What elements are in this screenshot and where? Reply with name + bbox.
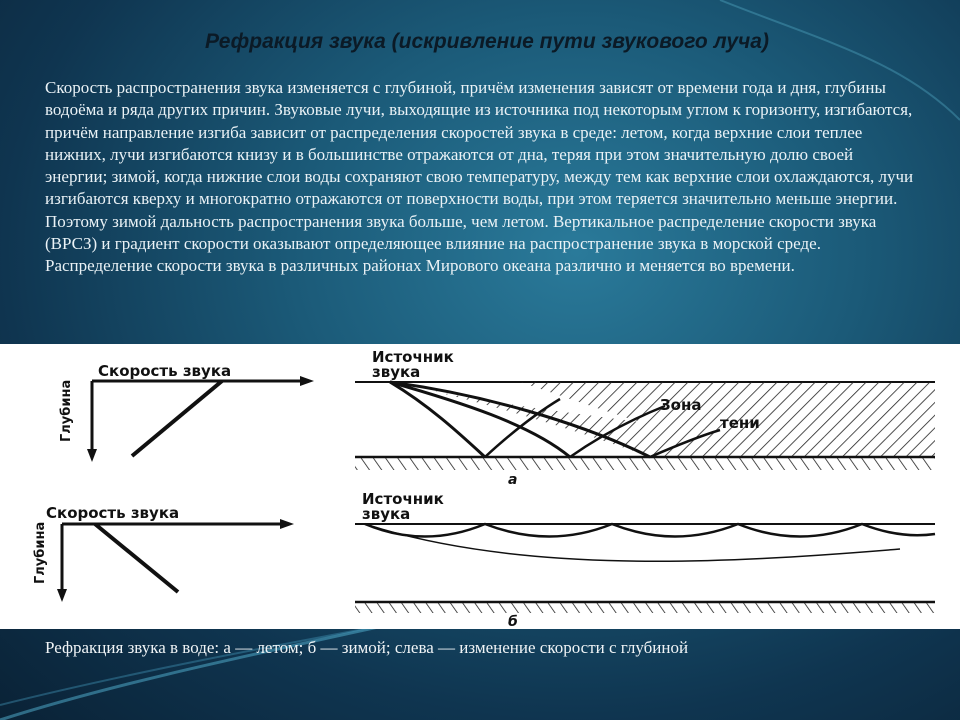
top-seabed-hatch xyxy=(355,458,935,470)
figure-caption: Рефракция звука в воде: а — летом; б — зимой; слева — изменение скорости с глубиной xyxy=(45,638,689,657)
top-figure-letter: а xyxy=(508,472,518,488)
shadow-zone-label-2: тени xyxy=(720,414,760,432)
slide-title: Рефракция звука (искривление пути звукового луча) xyxy=(205,30,769,53)
bottom-speed-profile xyxy=(95,524,178,592)
bottom-source-label-2: звука xyxy=(362,505,411,523)
top-speed-profile xyxy=(132,381,222,456)
bottom-depth-label: Глубина xyxy=(33,521,48,584)
body-paragraph: Скорость распространения звука изменяется с глубиной, причём изменения зависят от времени года и дня, глубины водоёма и ряда других причин. Звуковые лучи, выходящие из источника под некоторым углом к горизонту, изгибаются, причём направление изгиба зависит от распределения скоростей звука в среде: летом, когда верхние слои теплее нижних, лучи изгибаются книзу и в большинстве отражаются от дна, теряя при этом значительную долю своей энергии; зимой, когда нижние слои воды сохраняют свою температуру, между тем как верхние слои охлаждаются, лучи изгибаются кверху и многократно отражаются от поверхности воды, при этом теряется значительно меньше энергии. Поэтому зимой дальность распространения звука больше, чем летом. Вертикальное распределение скорости звука (ВРСЗ) и градиент скорости оказывают определяющее влияние на распространение звука в морской среде. Распределение скорости звука в различных районах Мирового океана различно и меняется во времени. xyxy=(45,78,914,276)
bottom-source-label-1: Источник xyxy=(362,490,444,508)
bottom-seabed-hatch xyxy=(355,603,935,613)
bottom-ray-arcs xyxy=(365,524,935,537)
refraction-figure xyxy=(0,344,960,629)
top-speed-arrow-icon xyxy=(300,376,314,386)
top-depth-arrow-icon xyxy=(87,449,97,462)
top-depth-label: Глубина xyxy=(59,379,74,442)
shadow-zone-label-1: Зона xyxy=(660,396,702,414)
top-ray-1 xyxy=(390,382,485,457)
bottom-figure-letter: б xyxy=(508,614,518,629)
bottom-depth-arrow-icon xyxy=(57,589,67,602)
bottom-speed-label: Скорость звука xyxy=(46,504,180,522)
top-source-label-2: звука xyxy=(372,363,421,381)
top-source-label-1: Источник xyxy=(372,348,454,366)
top-speed-label: Скорость звука xyxy=(98,362,232,380)
bottom-speed-arrow-icon xyxy=(280,519,294,529)
